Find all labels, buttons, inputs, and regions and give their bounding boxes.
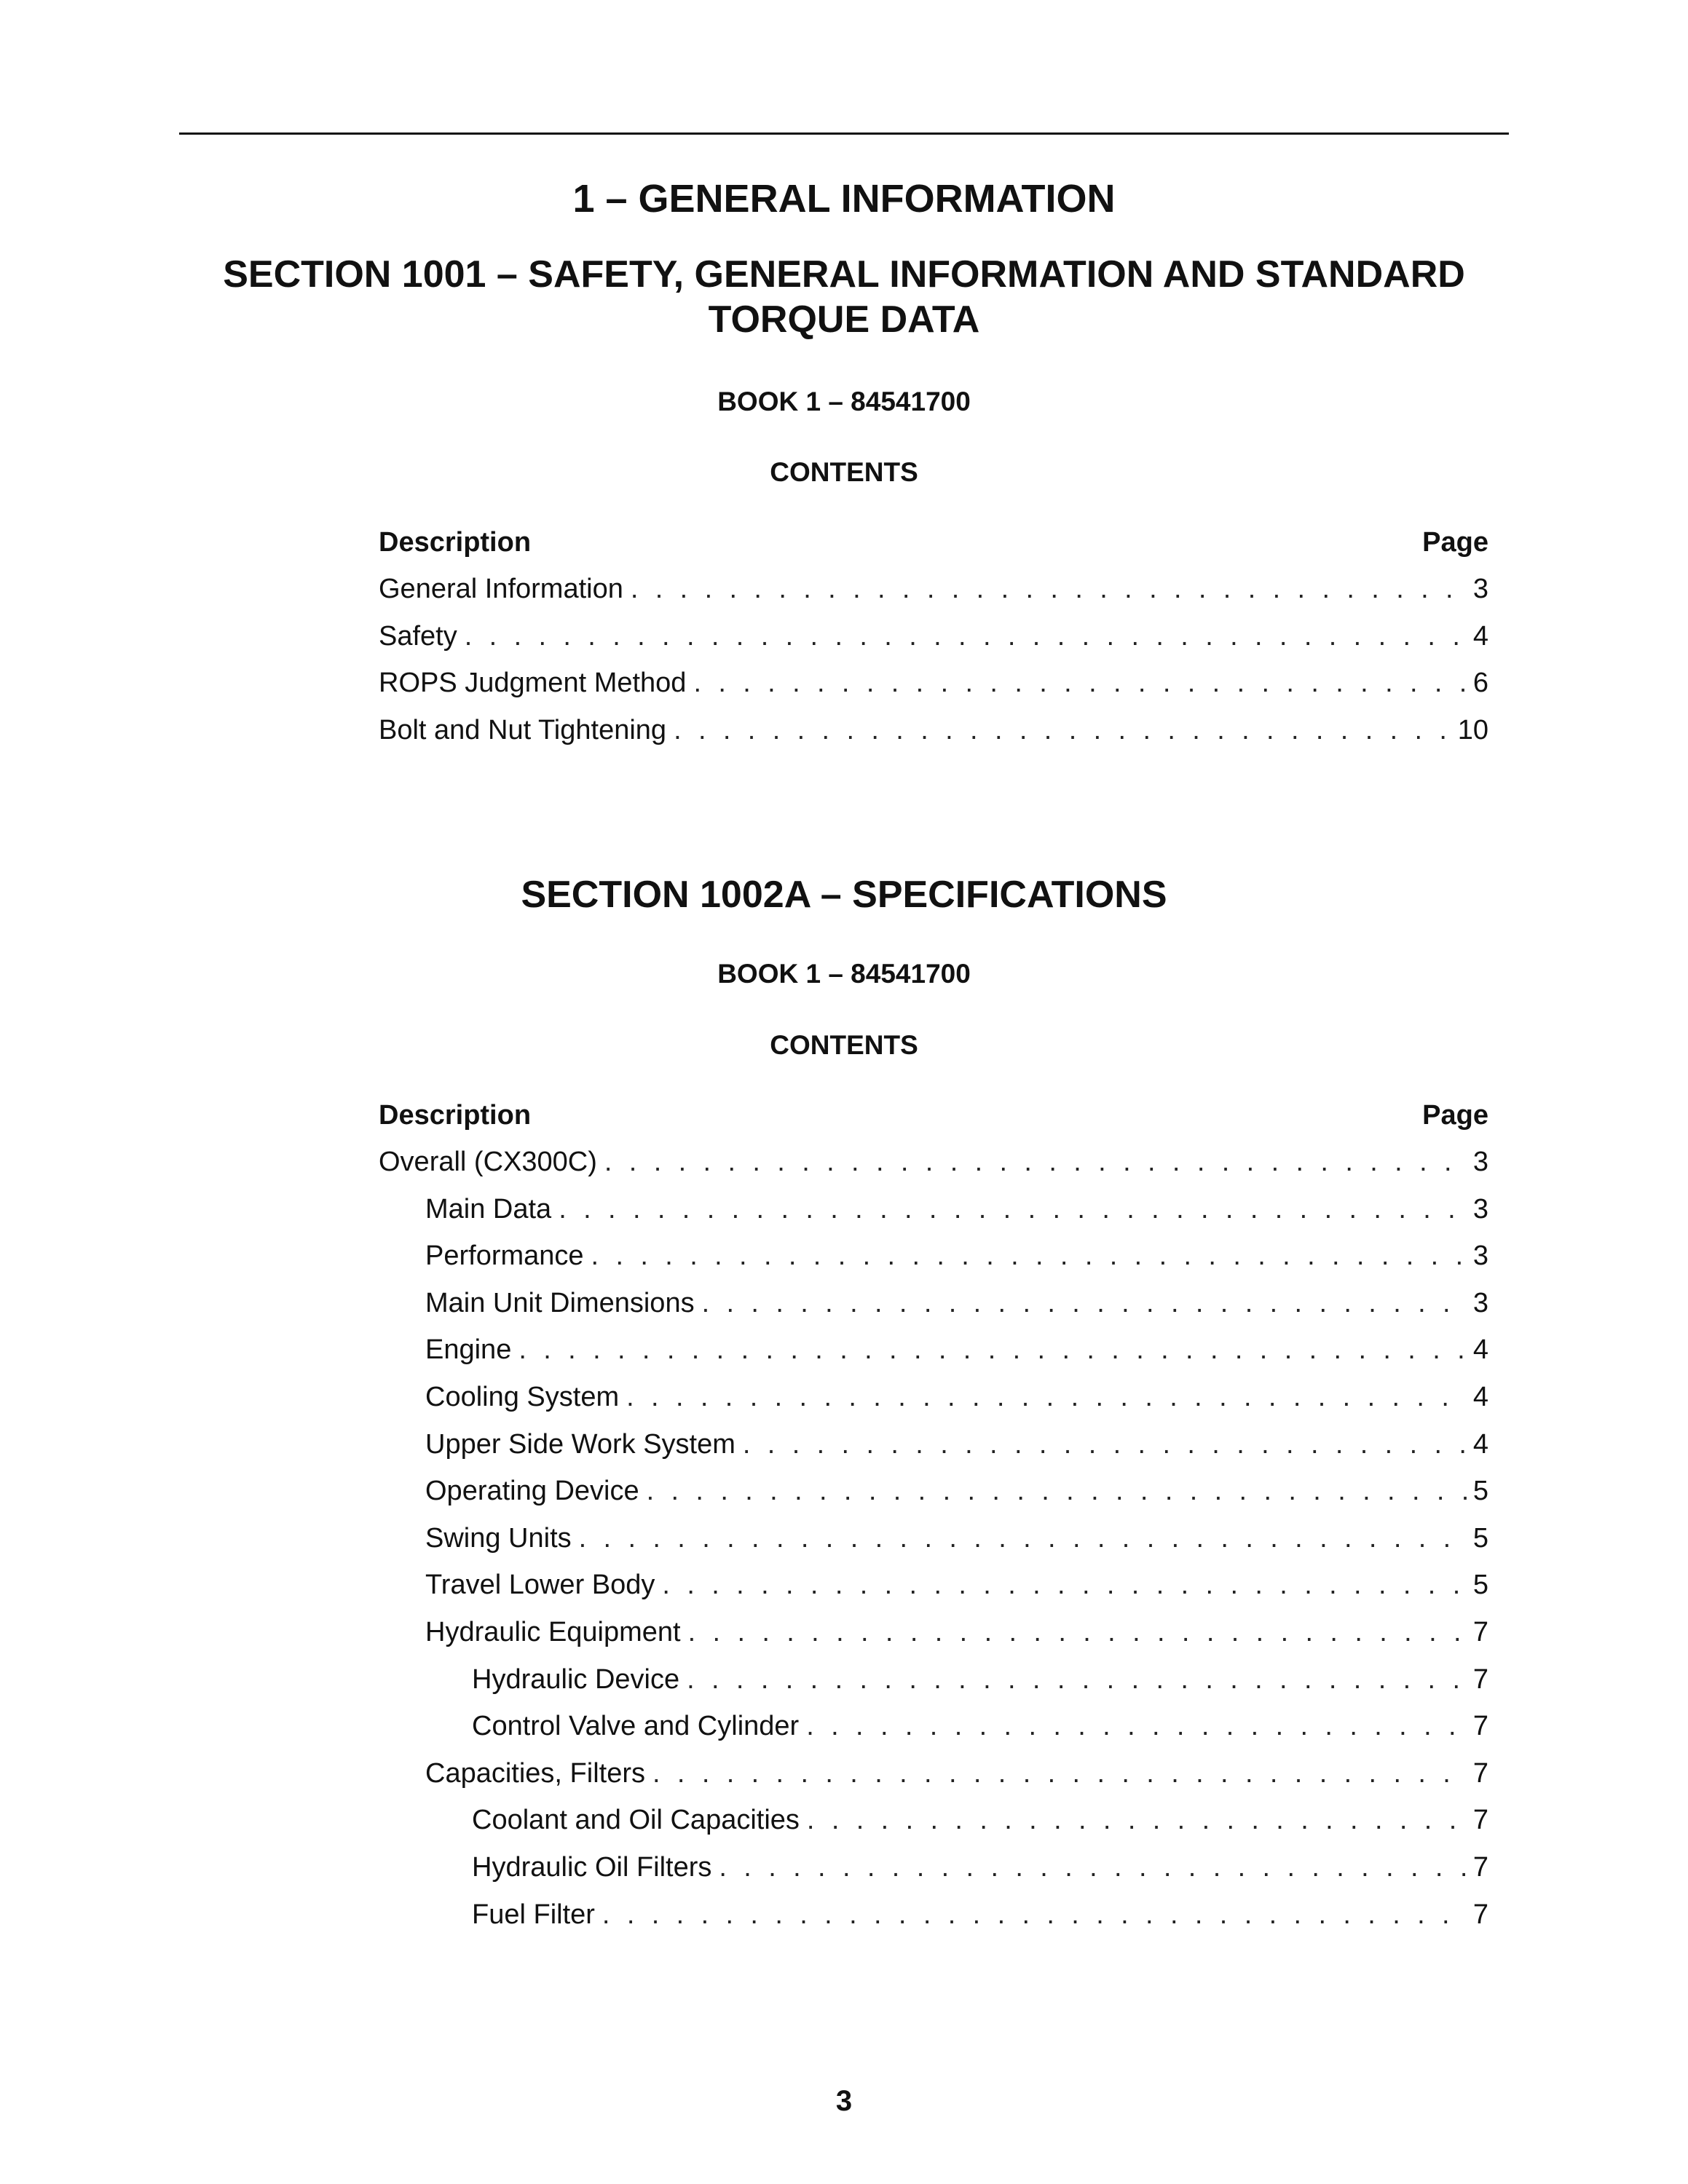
toc-entry [379,572,1488,620]
section-1002a-book: BOOK 1 – 84541700 [717,959,971,989]
section-1001-contents-label: CONTENTS [770,457,918,487]
toc-entry-label: General Information [379,574,623,604]
column-description: Description [379,527,532,558]
toc-dot-leader [602,1898,1467,1931]
toc-dot-leader [674,713,1452,747]
toc-entry-page: 4 [1472,620,1488,652]
toc-entry [379,1615,1488,1663]
toc-entry-label: Upper Side Work System [425,1428,735,1460]
section-1001-toc [379,526,1488,760]
section-1002a-title: SECTION 1002A – SPECIFICATIONS [521,874,1167,916]
toc-dot-leader [702,1286,1467,1320]
toc-dot-leader [688,1615,1467,1649]
toc-entry-label: Performance [425,1241,584,1272]
toc-entry-label: Cooling System [425,1381,620,1412]
toc-entry [379,1898,1488,1945]
toc-dot-leader [626,1380,1467,1414]
toc-rows [379,1145,1488,1944]
toc-entry-page: 3 [1472,1193,1488,1224]
toc-entry-page: 4 [1472,1381,1488,1412]
toc-entry [379,1522,1488,1569]
toc-dot-leader [807,1803,1467,1837]
toc-entry-page: 5 [1472,1570,1488,1601]
toc-entry-page: 5 [1472,1522,1488,1554]
toc-entry [379,1568,1488,1615]
toc-entry-label: Main Unit Dimensions [425,1287,695,1318]
section-1001-title [0,252,1688,342]
toc-entry-page: 7 [1472,1663,1488,1695]
section-1001-title-line1: SECTION 1001 – SAFETY, GENERAL INFORMATION AND STANDARD [223,253,1465,296]
toc-entry-label: Capacities, Filters [425,1757,645,1789]
toc-entry-page: 3 [1472,1241,1488,1272]
toc-entry-page: 4 [1472,1334,1488,1366]
toc-entry-page: 4 [1472,1428,1488,1460]
section-1002a-contents-label: CONTENTS [770,1030,918,1060]
toc-dot-leader [719,1851,1467,1884]
toc-entry [379,1757,1488,1804]
toc-entry-page: 3 [1472,1287,1488,1318]
page-number: 3 [835,2085,853,2117]
toc-dot-leader [652,1757,1467,1790]
toc-entry [379,1286,1488,1334]
toc-entry-page: 7 [1472,1805,1488,1836]
toc-entry-page: 7 [1472,1899,1488,1930]
top-rule [179,132,1509,135]
toc-entry-label: Hydraulic Oil Filters [472,1851,712,1883]
toc-entry-page: 10 [1457,714,1488,745]
toc-dot-leader [604,1145,1467,1179]
toc-entry-label: Coolant and Oil Capacities [472,1805,800,1836]
toc-entry [379,1145,1488,1192]
toc-dot-leader [687,1663,1467,1696]
toc-dot-leader [743,1428,1467,1461]
toc-entry-label: Fuel Filter [472,1899,595,1930]
toc-entry-label: Overall (CX300C) [379,1147,597,1177]
toc-entry-page: 5 [1472,1476,1488,1507]
toc-entry-page: 7 [1472,1711,1488,1742]
toc-entry [379,1192,1488,1240]
toc-entry [379,1663,1488,1710]
toc-dot-leader [631,572,1467,606]
toc-entry-label: Main Data [425,1193,552,1224]
section-1001-book: BOOK 1 – 84541700 [717,387,971,416]
toc-entry-page: 7 [1472,1851,1488,1883]
toc-entry [379,1428,1488,1475]
toc-entry-page: 7 [1472,1757,1488,1789]
toc-dot-leader [465,620,1467,653]
toc-entry-page: 6 [1472,668,1488,699]
toc-entry [379,620,1488,667]
section-1001-title-line2: TORQUE DATA [708,298,980,341]
toc-entry-label: Bolt and Nut Tightening [379,714,667,745]
toc-dot-leader [662,1568,1467,1602]
column-page: Page [1422,527,1488,558]
toc-dot-leader [591,1239,1467,1273]
toc-dot-leader [693,666,1467,700]
column-description: Description [379,1100,532,1131]
toc-dot-leader [518,1333,1467,1366]
toc-entry [379,1380,1488,1428]
column-page: Page [1422,1100,1488,1131]
toc-entry-label: Swing Units [425,1522,572,1554]
toc-entry-label: Travel Lower Body [425,1570,655,1601]
toc-entry-label: Operating Device [425,1476,639,1507]
toc-dot-leader [647,1474,1467,1508]
section-1002a-toc [379,1099,1488,1944]
toc-entry-label: ROPS Judgment Method [379,668,687,699]
toc-entry-label: Safety [379,620,457,652]
toc-entry [379,1474,1488,1522]
toc-entry [379,1851,1488,1898]
toc-entry-page: 3 [1472,574,1488,604]
toc-entry [379,1239,1488,1286]
toc-entry-page: 7 [1472,1616,1488,1647]
toc-entry [379,1709,1488,1757]
toc-entry-label: Engine [425,1334,512,1366]
toc-dot-leader [579,1522,1467,1555]
toc-entry [379,1333,1488,1380]
toc-rows [379,572,1488,760]
toc-header [379,526,1488,572]
toc-dot-leader [806,1709,1467,1743]
toc-dot-leader [559,1192,1467,1226]
toc-entry-label: Control Valve and Cylinder [472,1711,800,1742]
toc-entry-label: Hydraulic Equipment [425,1616,681,1647]
toc-entry [379,1803,1488,1851]
toc-entry [379,666,1488,713]
toc-header [379,1099,1488,1145]
toc-entry-label: Hydraulic Device [472,1663,680,1695]
toc-entry-page: 3 [1472,1147,1488,1177]
toc-entry [379,713,1488,761]
chapter-title: 1 – GENERAL INFORMATION [572,177,1116,221]
